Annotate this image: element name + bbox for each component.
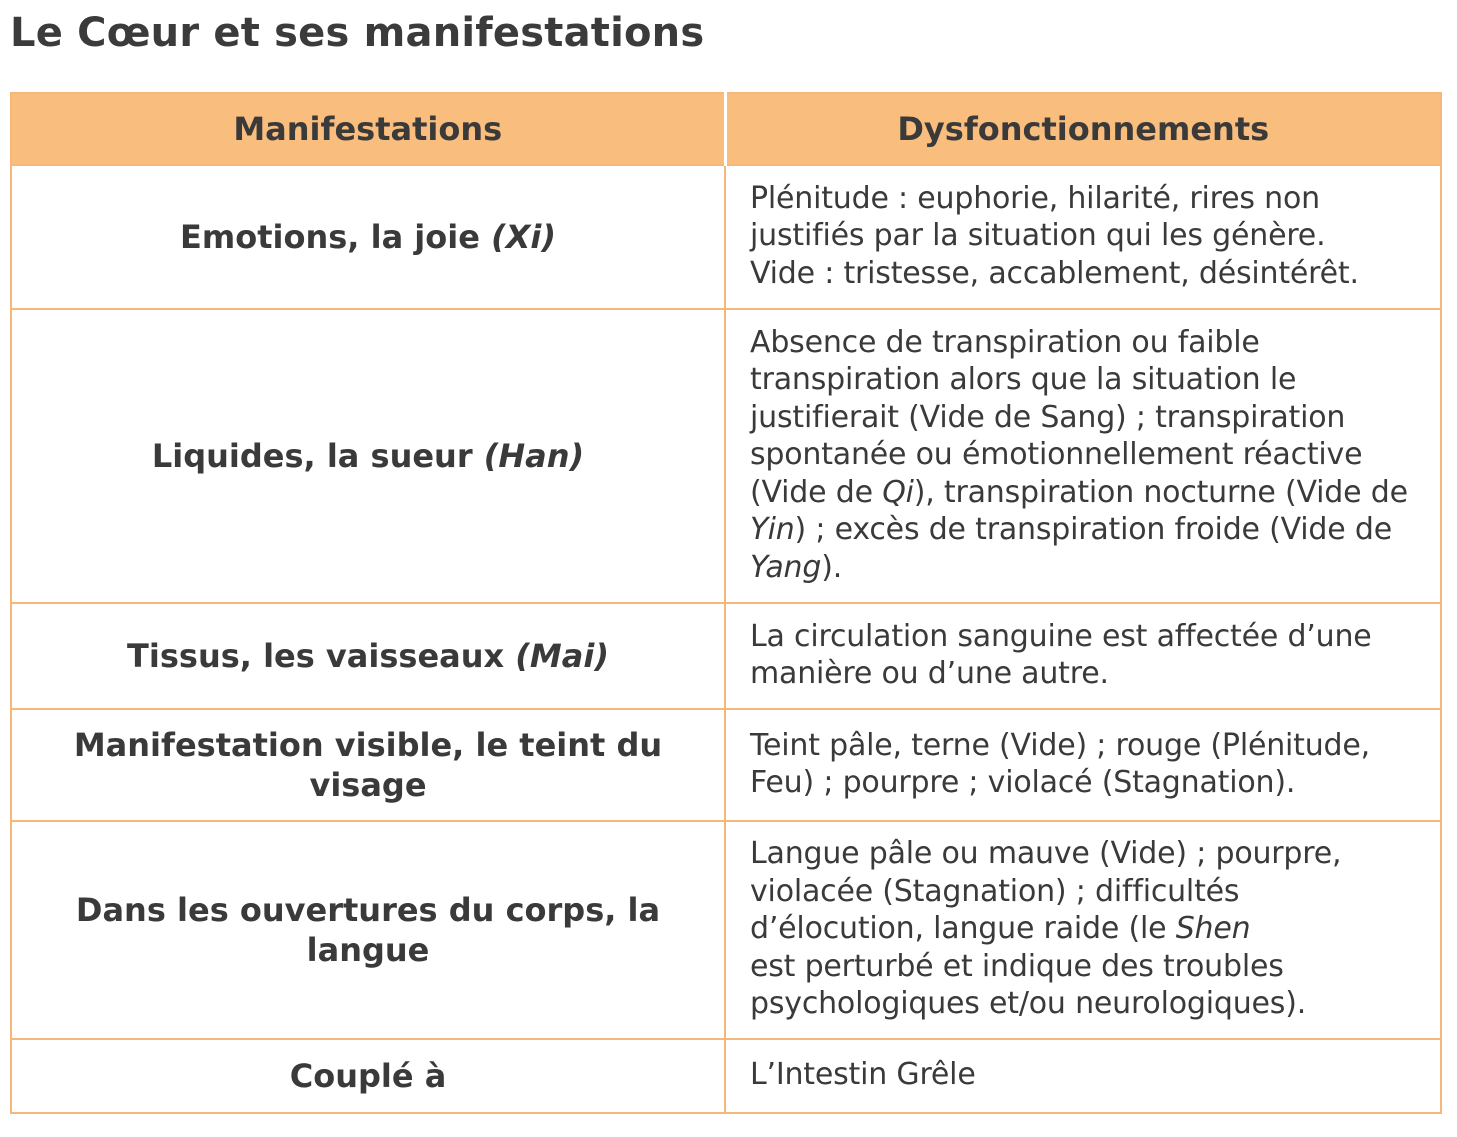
table-row (11, 309, 1441, 603)
table-header (11, 93, 1441, 165)
manifestation-cell (11, 821, 725, 1039)
cell-text: ). (821, 549, 843, 585)
italic-term: Qi (882, 474, 914, 510)
italic-term: Yin (750, 512, 795, 548)
italic-term: Shen (1175, 911, 1251, 947)
manifestation-cell (11, 309, 725, 603)
table-row (11, 165, 1441, 309)
page-title: Le Cœur et ses manifestations (10, 10, 705, 56)
manifestation-cell (11, 1039, 725, 1113)
dysfonctionnement-cell (725, 603, 1441, 709)
column-header-dysfonctionnements: Dysfonctionnements (725, 93, 1441, 165)
dysfonctionnement-cell (725, 821, 1441, 1039)
manifestation-cell (11, 165, 725, 309)
cell-text: Tissus, les vaisseaux (127, 637, 516, 675)
cell-text: Manifestation visible, le teint du visage (73, 726, 663, 804)
cell-text: Langue pâle ou mauve (Vide) ; pourpre, violacée (Stagnation) ; difficultés d’élocution, langue raide (le (750, 836, 1342, 947)
dysfonctionnement-cell (725, 309, 1441, 603)
cell-text: L’Intestin Grêle (750, 1057, 976, 1093)
italic-term: (Xi) (491, 218, 556, 256)
cell-text: La circulation sanguine est affectée d’une manière ou d’une autre. (750, 618, 1372, 691)
cell-text: Plénitude : euphorie, hilarité, rires non justifiés par la situation qui les génère. (750, 180, 1326, 254)
table-row (11, 709, 1441, 821)
cell-text: ) ; excès de transpiration froide (Vide de (794, 512, 1392, 548)
dysfonctionnement-cell (725, 165, 1441, 309)
dysfonctionnement-cell (725, 709, 1441, 821)
cell-text: Liquides, la sueur (151, 437, 484, 475)
table-row (11, 1039, 1441, 1113)
dysfonctionnement-cell (725, 1039, 1441, 1113)
header-row (11, 93, 1441, 165)
cell-text: ), transpiration nocturne (Vide de (913, 474, 1408, 510)
cell-text: Vide : tristesse, accablement, désintérêt. (750, 255, 1359, 291)
manifestation-cell (11, 709, 725, 821)
cell-text: Emotions, la joie (180, 218, 492, 256)
italic-term: (Han) (483, 437, 585, 475)
cell-text: est perturbé et indique des troubles psychologiques et/ou neurologiques). (750, 948, 1307, 1022)
cell-text: Absence de transpiration ou faible transpiration alors que la situation le justifierait (Vide de Sang) ; transpiration spontanée ou émotionnellement réactive (Vide de (750, 324, 1363, 510)
manifestations-table (10, 92, 1442, 1114)
table-row (11, 821, 1441, 1039)
italic-term: Yang (750, 549, 822, 585)
cell-text: Teint pâle, terne (Vide) ; rouge (Plénitude, Feu) ; pourpre ; violacé (Stagnation). (750, 727, 1370, 800)
table-row (11, 603, 1441, 709)
column-header-manifestations: Manifestations (11, 93, 725, 165)
manifestation-cell (11, 603, 725, 709)
italic-term: (Mai) (515, 637, 609, 675)
cell-text: Dans les ouvertures du corps, la langue (75, 891, 661, 969)
table-body (11, 165, 1441, 1113)
cell-text: Couplé à (289, 1057, 447, 1095)
